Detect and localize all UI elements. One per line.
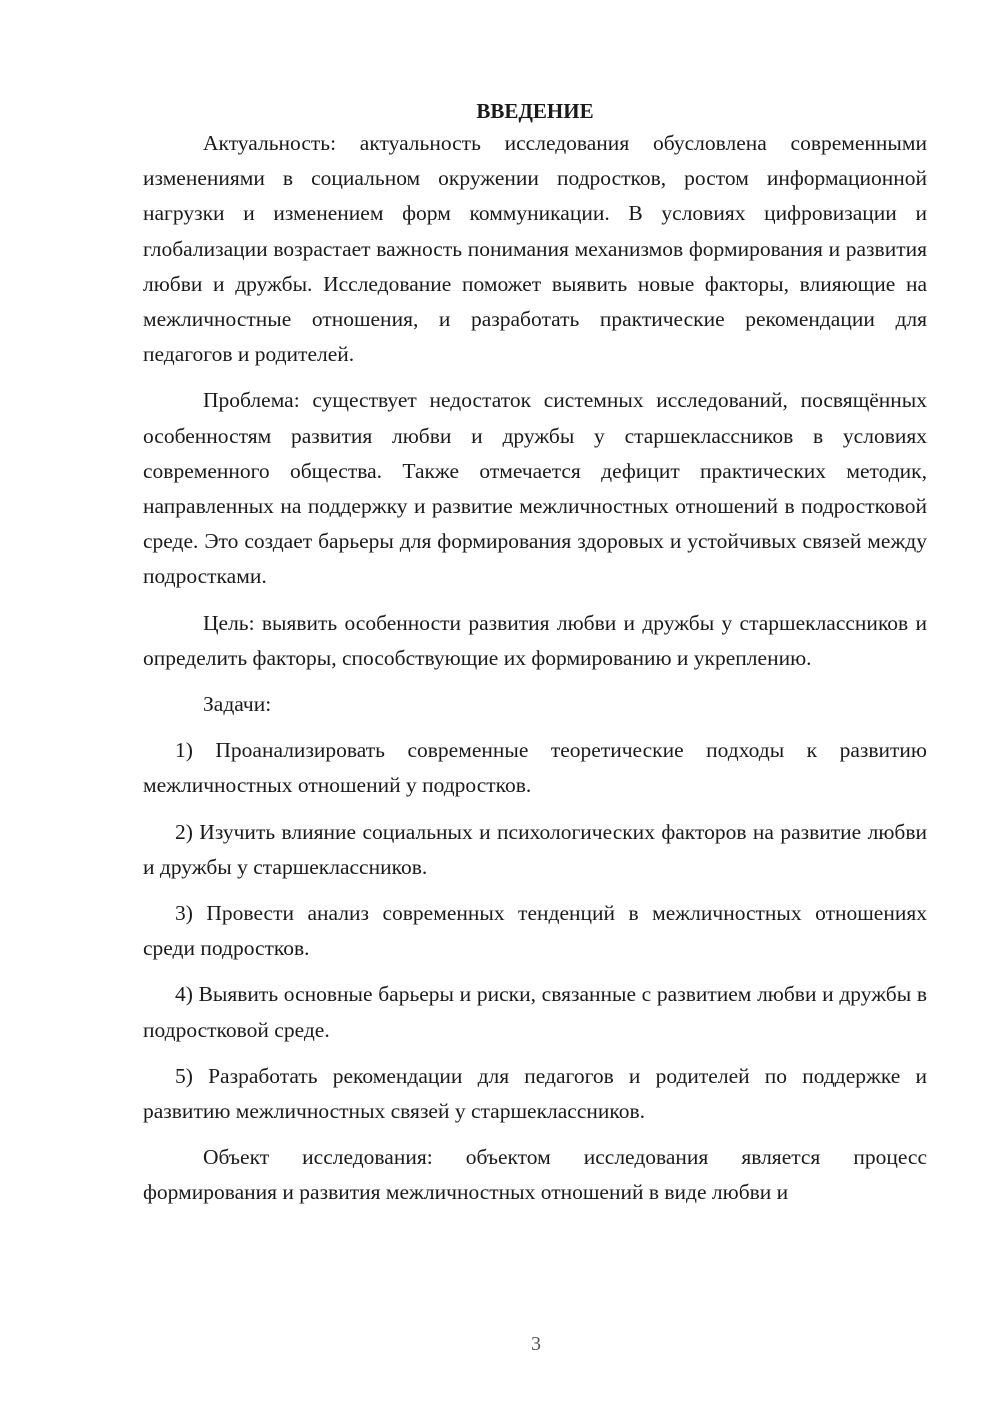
page-number: 3 <box>531 1333 541 1355</box>
task-item-5: 5) Разработать рекомендации для педагогов и родителей по поддержке и развитию межличностных связей у старшеклассников. <box>143 1063 927 1124</box>
tasks-label: Задачи: <box>203 692 272 717</box>
actuality-paragraph: Актуальность: актуальность исследования обусловлена современными изменениями в социальном окружении подростков, ростом информационной нагрузки и изменением форм коммуникации. В условиях цифровизации и глобализации возрастает важность понимания механизмов формирования и развития любви и дружбы. Исследование поможет выявить новые факторы, влияющие на межличностные отношения, и разработать практические рекомендации для педагогов и родителей. <box>143 131 927 367</box>
document-page <box>143 96 927 1222</box>
task-item-4: 4) Выявить основные барьеры и риски, связанные с развитием любви и дружбы в подростковой среде. <box>143 982 927 1042</box>
task-item-2: 2) Изучить влияние социальных и психологических факторов на развитие любви и дружбы у старшеклассников. <box>143 819 927 879</box>
task-item-1: 1) Проанализировать современные теоретические подходы к развитию межличностных отношений у подростков. <box>143 738 927 798</box>
task-item-3: 3) Провести анализ современных тенденций в межличностных отношениях среди подростков. <box>143 901 927 961</box>
problem-paragraph: Проблема: существует недостаток системных исследований, посвящённых особенностям развития любви и дружбы у старшеклассников в условиях современного общества. Также отмечается дефицит практических методик, направленных на поддержку и развитие межличностных отношений в подростковой среде. Это создает барьеры для формирования здоровых и устойчивых связей между подростками. <box>143 388 927 589</box>
object-paragraph: Объект исследования: объектом исследования является процесс формирования и развития межличностных отношений в виде любви и <box>143 1145 927 1205</box>
goal-paragraph: Цель: выявить особенности развития любви и дружбы у старшеклассников и определить факторы, способствующие их формированию и укреплению. <box>143 610 927 670</box>
section-heading: ВВЕДЕНИЕ <box>476 99 594 123</box>
